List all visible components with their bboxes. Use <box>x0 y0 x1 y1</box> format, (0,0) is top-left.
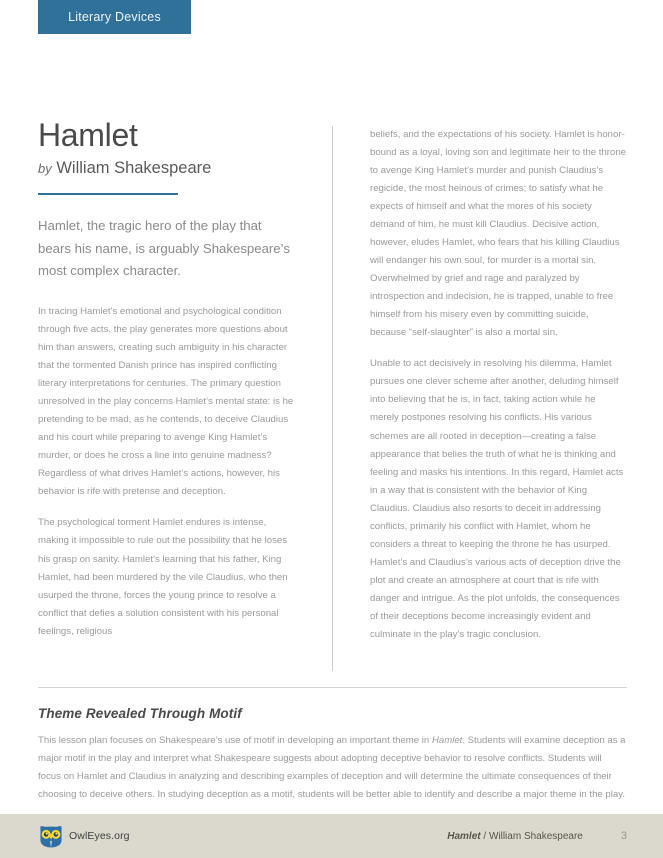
section-body-part-2: . Students will examine deception as a major motif in the play and interpret what Shakespeare suggests about adopting deceptive behavior to resolve conflicts. Students will focus on Hamlet and Claudius in analyzing and describing examples of deception and will determine the ultimate consequences of their choosing to deceive others. In studying deception as a motif, students will be better able to identify and describe a major theme in the play. <box>38 735 626 801</box>
column-divider <box>332 126 333 671</box>
footer-citation-group <box>447 830 627 842</box>
footer-brand-text: OwlEyes.org <box>69 830 130 842</box>
section-body <box>38 732 627 804</box>
section-heading: Theme Revealed Through Motif <box>38 706 242 721</box>
footer-citation-work: Hamlet <box>447 830 481 842</box>
right-column <box>370 118 627 644</box>
byline <box>38 159 294 179</box>
right-paragraph-1: beliefs, and the expectations of his society. Hamlet is honor-bound as a loyal, loving son and legitimate heir to the throne to avenge King Hamlet’s murder and punish Claudius’s regicide, the most heinous of crimes; to satisfy what he expects of himself and what the mores of his society demand of him, he must kill Claudius. Decisive action, however, eludes Hamlet, who fears that his killing Claudius will endanger his own soul, for murder is a mortal sin. Overwhelmed by grief and rage and paralyzed by introspection and indecision, he is trapped, unable to free himself from his misery even by committing suicide, because “self-slaughter” is also a mortal sin. <box>370 129 627 339</box>
footer-brand-group[interactable] <box>38 823 130 849</box>
two-column-layout <box>38 118 627 671</box>
left-paragraph-1: In tracing Hamlet’s emotional and psychological condition through five acts, the play generates more questions about him than answers, creating such ambiguity in his character that the tormented Danish prince has inspired conflicting literary interpretations for centuries. The primary question unresolved in the play concerns Hamlet’s mental state: is he pretending to be mad, as he contends, to deceive Claudius and his court while preparing to avenge King Hamlet’s murder, or does he cross a line into genuine madness? Regardless of what drives Hamlet’s actions, however, his behavior is rife with pretense and deception. <box>38 306 294 498</box>
section-body-part-1: This lesson plan focuses on Shakespeare’s use of motif in developing an important theme in <box>38 735 432 746</box>
section-divider <box>38 687 627 688</box>
right-paragraph-2: Unable to act decisively in resolving his dilemma, Hamlet pursues one clever scheme after another, deluding himself into believing that he is, in fact, taking action while he merely postpones resolving his conflicts. His various schemes are all rooted in deception—creating a false appearance that belies the truth of what he is thinking and feeling and masks his intentions. In this regard, Hamlet acts in a way that is consistent with the behavior of King Claudius. Claudius also resorts to deceit in addressing conflicts, primarily his conflict with Hamlet, whom he considers a threat to keeping the throne he has usurped. Hamlet’s and Claudius’s various acts of deception drive the plot and create an atmosphere at court that is rife with danger and intrigue. As the plot unfolds, the consequences of their deceptions become increasingly evident and culminate in the play’s tragic conclusion. <box>370 358 624 640</box>
page-title: Hamlet <box>38 117 138 153</box>
page-footer <box>0 814 663 858</box>
header-tab-label: Literary Devices <box>68 10 161 24</box>
left-column <box>38 118 294 641</box>
accent-divider <box>38 193 178 195</box>
page-content <box>38 118 627 804</box>
page-number: 3 <box>620 830 627 842</box>
byline-by-word: by <box>38 161 52 177</box>
owl-icon <box>38 823 64 849</box>
lede-paragraph: Hamlet, the tragic hero of the play that bears his name, is arguably Shakespeare’s most complex character. <box>38 217 290 279</box>
left-paragraph-2: The psychological torment Hamlet endures is intense, making it impossible to rule out the possibility that he loses his grasp on sanity. Hamlet’s learning that his father, King Hamlet, had been murdered by the vile Claudius, who then usurped the throne, forces the young prince to resolve a conflict that defies a solution consistent with his personal feelings, religious <box>38 517 288 637</box>
header-tab-literary-devices[interactable] <box>38 0 191 34</box>
section-body-work-title: Hamlet <box>431 735 463 746</box>
byline-author: William Shakespeare <box>56 159 212 178</box>
footer-citation <box>447 831 583 842</box>
footer-citation-author: / William Shakespeare <box>480 830 583 842</box>
